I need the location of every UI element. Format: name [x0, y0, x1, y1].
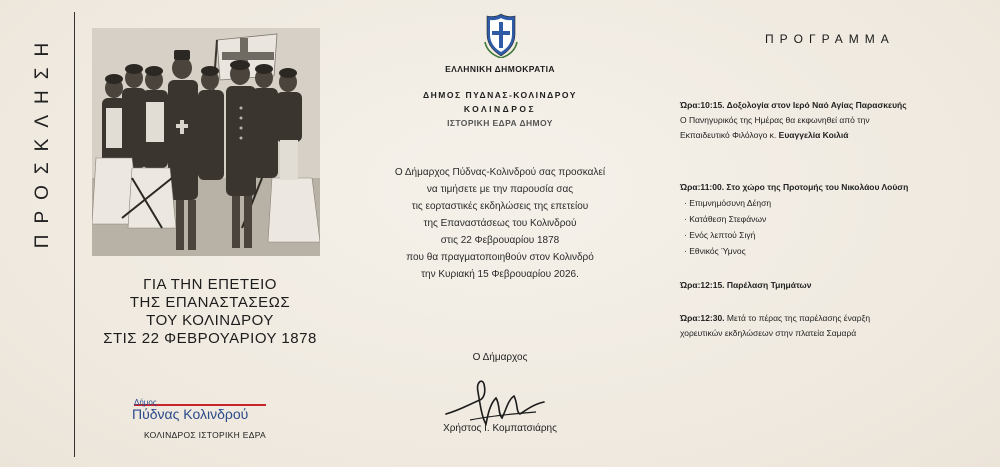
program-item-2-bullet-3: · Ενός λεπτού Σιγή	[684, 230, 756, 240]
invitation-line-2: να τιμήσετε με την παρουσία σας	[426, 184, 574, 195]
program-item-1-heading: Ώρα:10:15. Δοξολογία στον Ιερό Ναό Αγίας Παρασκευής	[680, 100, 907, 110]
mayor-title: Ο Δήμαρχος	[472, 352, 528, 363]
left-heading-line-3: ΤΟΥ ΚΟΛΙΝΔΡΟΥ	[146, 312, 274, 329]
program-item-2-bullet-4: · Εθνικός Ύμνος	[684, 246, 746, 256]
header-republic: ΕΛΛΗΝΙΚΗ ΔΗΜΟΚΡΑΤΙΑ	[445, 64, 555, 74]
logo-caption: ΚΟΛΙΝΔΡΟΣ ΙΣΤΟΡΙΚΗ ΕΔΡΑ	[143, 430, 267, 440]
left-heading-line-1: ΓΙΑ ΤΗΝ ΕΠΕΤΕΙΟ	[143, 276, 277, 293]
invitation-text	[350, 164, 650, 283]
revolution-painting	[92, 28, 320, 256]
program-item-2-heading: Ώρα:11:00. Στο χώρο της Προτομής του Νικολάου Λούση	[680, 182, 909, 192]
invitation-line-7: την Κυριακή 15 Φεβρουαρίου 2026.	[421, 269, 579, 280]
program-item-3-heading: Ώρα:12:15. Παρέλαση Τμημάτων	[680, 280, 812, 290]
logo-small-text: Δήμος	[134, 398, 157, 407]
program-item-1-line-1: Ο Πανηγυρικός της Ημέρας θα εκφωνηθεί από την	[680, 115, 870, 125]
program-item-4-line-1: Ώρα:12:30. Μετά το πέρας της παρέλασης έναρξη	[680, 313, 871, 323]
vertical-title: ΠΡΟΣΚΛΗΣΗ	[32, 31, 54, 249]
mayor-name: Χρήστος Ι. Κομπατσιάρης	[443, 423, 557, 434]
vertical-title-container	[18, 10, 68, 270]
program-item-1-line-2: Εκπαιδευτικό Φιλόλογο κ. Ευαγγελία Κοιλιά	[680, 130, 849, 140]
left-heading-line-2: ΤΗΣ ΕΠΑΝΑΣΤΑΣΕΩΣ	[129, 294, 291, 311]
program-item-2-bullet-1: · Επιμνημόσυνη Δέηση	[684, 198, 772, 208]
painting-illustration	[92, 28, 320, 256]
header-seat: ΙΣΤΟΡΙΚΗ ΕΔΡΑ ΔΗΜΟΥ	[447, 118, 553, 128]
invitation-line-1: Ο Δήμαρχος Πύδνας-Κολινδρού σας προσκαλεί	[394, 167, 606, 178]
vertical-divider	[74, 12, 75, 457]
invitation-line-5: στις 22 Φεβρουαρίου 1878	[440, 235, 560, 246]
mayor-signature	[440, 374, 550, 430]
program-item-4-line-2: χορευτικών εκδηλώσεων στην πλατεία Σαμαρά	[680, 328, 857, 338]
invitation-line-6: που θα πραγματοποιηθούν στον Κολινδρό	[406, 252, 594, 263]
header-town: ΚΟΛΙΝΔΡΟΣ	[463, 104, 537, 114]
greek-emblem-icon	[483, 12, 519, 58]
invitation-line-4: της Επαναστάσεως του Κολινδρού	[423, 218, 577, 229]
logo-name: Πύδνας Κολινδρού	[132, 406, 249, 422]
header-municipality: ΔΗΜΟΣ ΠΥΔΝΑΣ-ΚΟΛΙΝΔΡΟΥ	[423, 90, 577, 100]
program-item-2-bullet-2: · Κατάθεση Στεφάνων	[684, 214, 767, 224]
left-heading	[60, 276, 360, 348]
speaker-name: Ευαγγελία Κοιλιά	[778, 130, 849, 140]
program-title: ΠΡΟΓΡΑΜΜΑ	[765, 32, 895, 46]
invitation-line-3: τις εορταστικές εκδηλώσεις της επετείου	[411, 201, 589, 212]
left-heading-line-4: ΣΤΙΣ 22 ΦΕΒΡΟΥΑΡΙΟΥ 1878	[103, 330, 317, 347]
